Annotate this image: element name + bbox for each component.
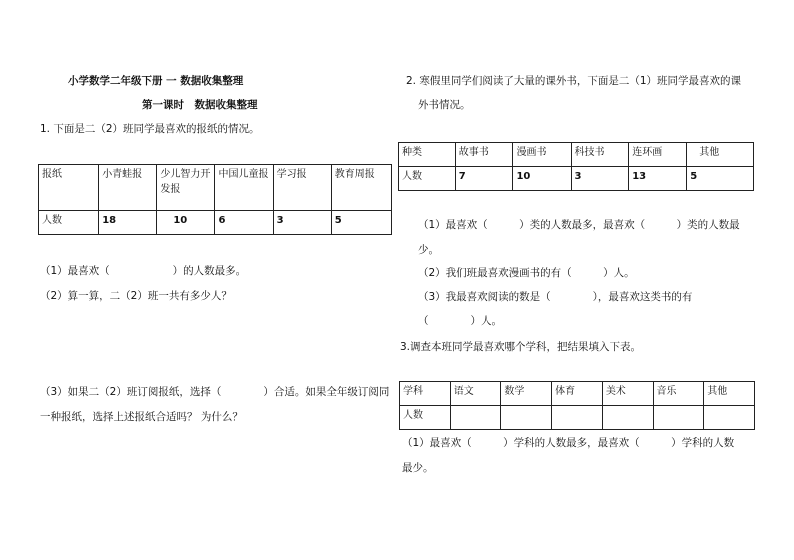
- q1-sub1: （1）最喜欢（ ）的人数最多。: [40, 265, 247, 277]
- q2-sub1-line1: （1）最喜欢（ ）类的人数最多，最喜欢（ ）类的人数最: [418, 219, 740, 231]
- q3-col-0: 语文: [450, 382, 501, 406]
- q2-col-2: 科技书: [571, 143, 629, 167]
- q1-col-3: 学习报: [273, 165, 331, 211]
- q3-cell-0[interactable]: [450, 406, 501, 430]
- q2-sub3-line1: （3）我最喜欢阅读的数是（ ），最喜欢这类书的有: [418, 291, 693, 303]
- q3-row-header-count: 人数: [400, 406, 451, 430]
- q1-col-1: 少儿智力开发报: [157, 165, 215, 211]
- q3-sub1-line2: 最少。: [402, 462, 434, 474]
- q3-cell-3[interactable]: [602, 406, 653, 430]
- q3-col-3: 美术: [602, 382, 653, 406]
- q3-col-2: 体育: [552, 382, 603, 406]
- q1-val-2: 6: [215, 211, 273, 235]
- q1-sub3-line2: 一种报纸，选择上述报纸合适吗？ 为什么？: [40, 411, 243, 423]
- q1-sub2: （2）算一算，二（2）班一共有多少人？: [40, 290, 232, 302]
- q3-sub1-line1: （1）最喜欢（ ）学科的人数最多，最喜欢（ ）学科的人数: [402, 437, 735, 449]
- q1-row-header-count: 人数: [39, 211, 99, 235]
- q1-col-4: 教育周报: [331, 165, 391, 211]
- q2-prompt-line2: 外书情况。: [418, 99, 471, 111]
- q3-cell-4[interactable]: [653, 406, 704, 430]
- q3-prompt: 3.调查本班同学最喜欢哪个学科，把结果填入下表。: [400, 341, 642, 353]
- q2-col-0: 故事书: [455, 143, 513, 167]
- q2-val-1: 10: [513, 167, 571, 191]
- q2-val-2: 3: [571, 167, 629, 191]
- q3-cell-1[interactable]: [501, 406, 552, 430]
- q3-cell-2[interactable]: [552, 406, 603, 430]
- q1-prompt: 1. 下面是二（2）班同学最喜欢的报纸的情况。: [40, 123, 260, 135]
- q2-row-header-kind: 种类: [399, 143, 456, 167]
- page-title: 小学数学二年级下册 一 数据收集整理: [68, 75, 244, 87]
- q3-col-5: 其他: [704, 382, 755, 406]
- q2-col-1: 漫画书: [513, 143, 571, 167]
- q2-val-3: 13: [629, 167, 687, 191]
- q2-val-0: 7: [455, 167, 513, 191]
- q2-val-4: 5: [687, 167, 754, 191]
- q1-val-0: 18: [99, 211, 157, 235]
- q1-col-2: 中国儿童报: [215, 165, 273, 211]
- q1-val-1: 10: [157, 211, 215, 235]
- q1-val-3: 3: [273, 211, 331, 235]
- q2-sub1-line2: 少。: [418, 244, 439, 256]
- q2-col-3: 连环画: [629, 143, 687, 167]
- page-subtitle: 第一课时 数据收集整理: [142, 99, 258, 111]
- q1-col-0: 小青蛙报: [99, 165, 157, 211]
- q1-newspaper-table: [38, 164, 392, 235]
- q2-row-header-count: 人数: [399, 167, 456, 191]
- q2-sub2: （2）我们班最喜欢漫画书的有（ ）人。: [418, 267, 635, 279]
- q2-sub3-line2: （ ）人。: [418, 315, 502, 327]
- q2-prompt-line1: 2. 寒假里同学们阅读了大量的课外书，下面是二（1）班同学最喜欢的课: [406, 75, 742, 87]
- q2-col-4: 其他: [687, 143, 754, 167]
- q3-col-1: 数学: [501, 382, 552, 406]
- q3-col-4: 音乐: [653, 382, 704, 406]
- q1-sub3-line1: （3）如果二（2）班订阅报纸，选择（ ）合适。如果全年级订阅同: [40, 386, 390, 398]
- q3-subjects-table: [399, 381, 755, 430]
- q2-books-table: [398, 142, 754, 191]
- q1-row-header-newspaper: 报纸: [39, 165, 99, 211]
- q3-row-header-subject: 学科: [400, 382, 451, 406]
- q1-val-4: 5: [331, 211, 391, 235]
- q3-cell-5[interactable]: [704, 406, 755, 430]
